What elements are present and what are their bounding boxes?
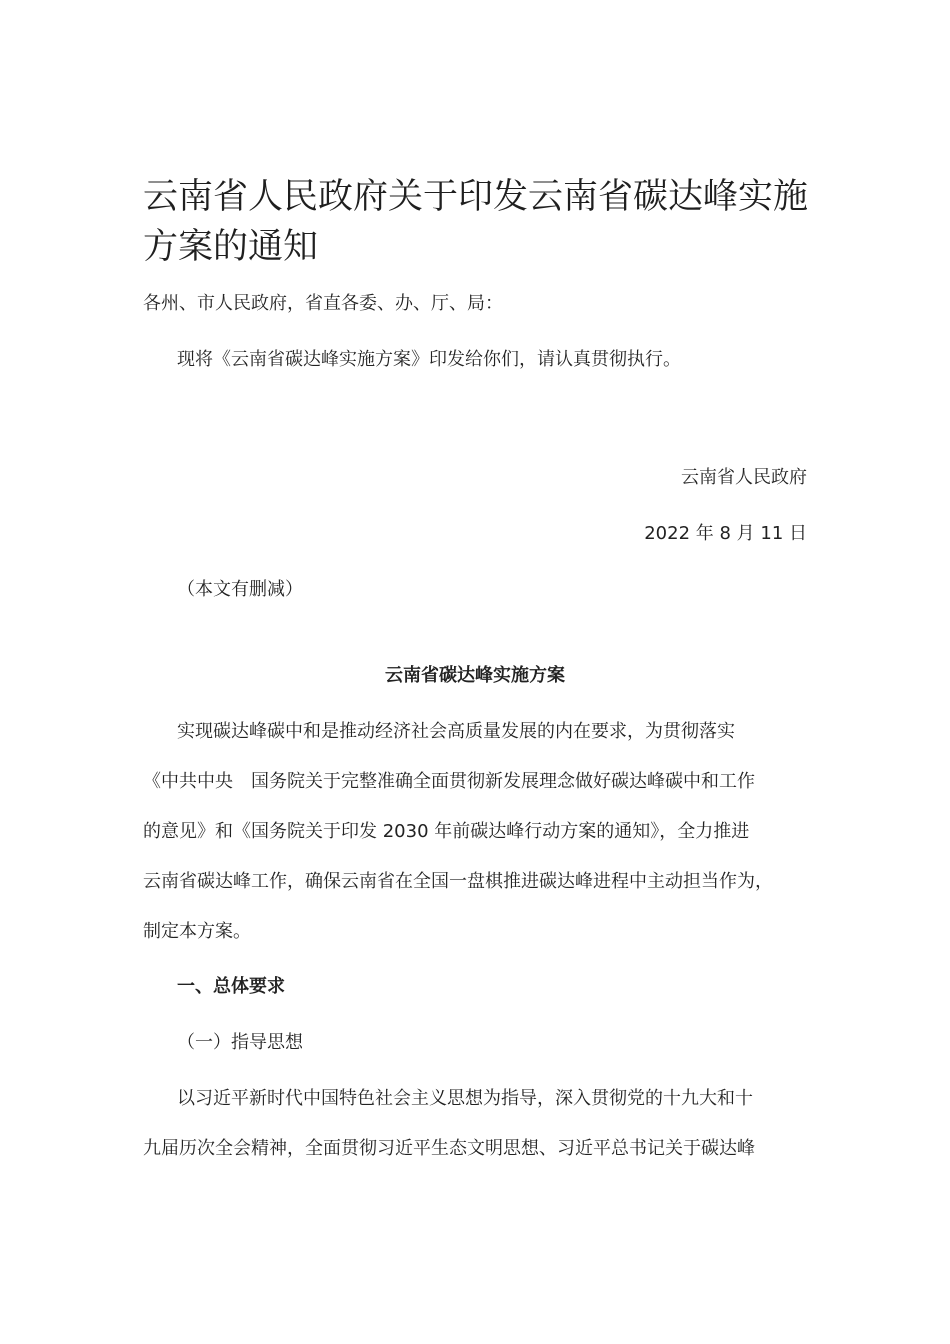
paragraph-line: 制定本方案。	[143, 921, 251, 942]
salutation: 各州、市人民政府，省直各委、办、厅、局：	[143, 293, 503, 314]
signature-organization: 云南省人民政府	[681, 467, 807, 488]
paragraph-purpose	[143, 707, 815, 957]
paragraph-guiding-ideology	[143, 1074, 815, 1174]
subsection-heading: （一）指导思想	[177, 1032, 303, 1053]
document-title: 云南省人民政府关于印发云南省碳达峰实施方案的通知	[143, 177, 809, 267]
paragraph-line: 实现碳达峰碳中和是推动经济社会高质量发展的内在要求，为贯彻落实	[177, 721, 735, 742]
paragraph-line: 云南省碳达峰工作，确保云南省在全国一盘棋推进碳达峰进程中主动担当作为，	[143, 871, 773, 892]
paragraph-line: 九届历次全会精神，全面贯彻习近平生态文明思想、习近平总书记关于碳达峰	[143, 1138, 755, 1159]
paragraph-line: 以习近平新时代中国特色社会主义思想为指导，深入贯彻党的十九大和十	[177, 1088, 753, 1109]
section-heading: 一、总体要求	[177, 976, 285, 997]
plan-title: 云南省碳达峰实施方案	[385, 665, 565, 686]
signature-date: 2022 年 8 月 11 日	[644, 523, 807, 544]
intro-paragraph: 现将《云南省碳达峰实施方案》印发给你们，请认真贯彻执行。	[177, 349, 681, 370]
deletion-note: （本文有删减）	[177, 579, 303, 600]
paragraph-line: 的意见》和《国务院关于印发 2030 年前碳达峰行动方案的通知》，全力推进	[143, 821, 750, 842]
paragraph-line: 《中共中央 国务院关于完整准确全面贯彻新发展理念做好碳达峰碳中和工作	[143, 771, 755, 792]
